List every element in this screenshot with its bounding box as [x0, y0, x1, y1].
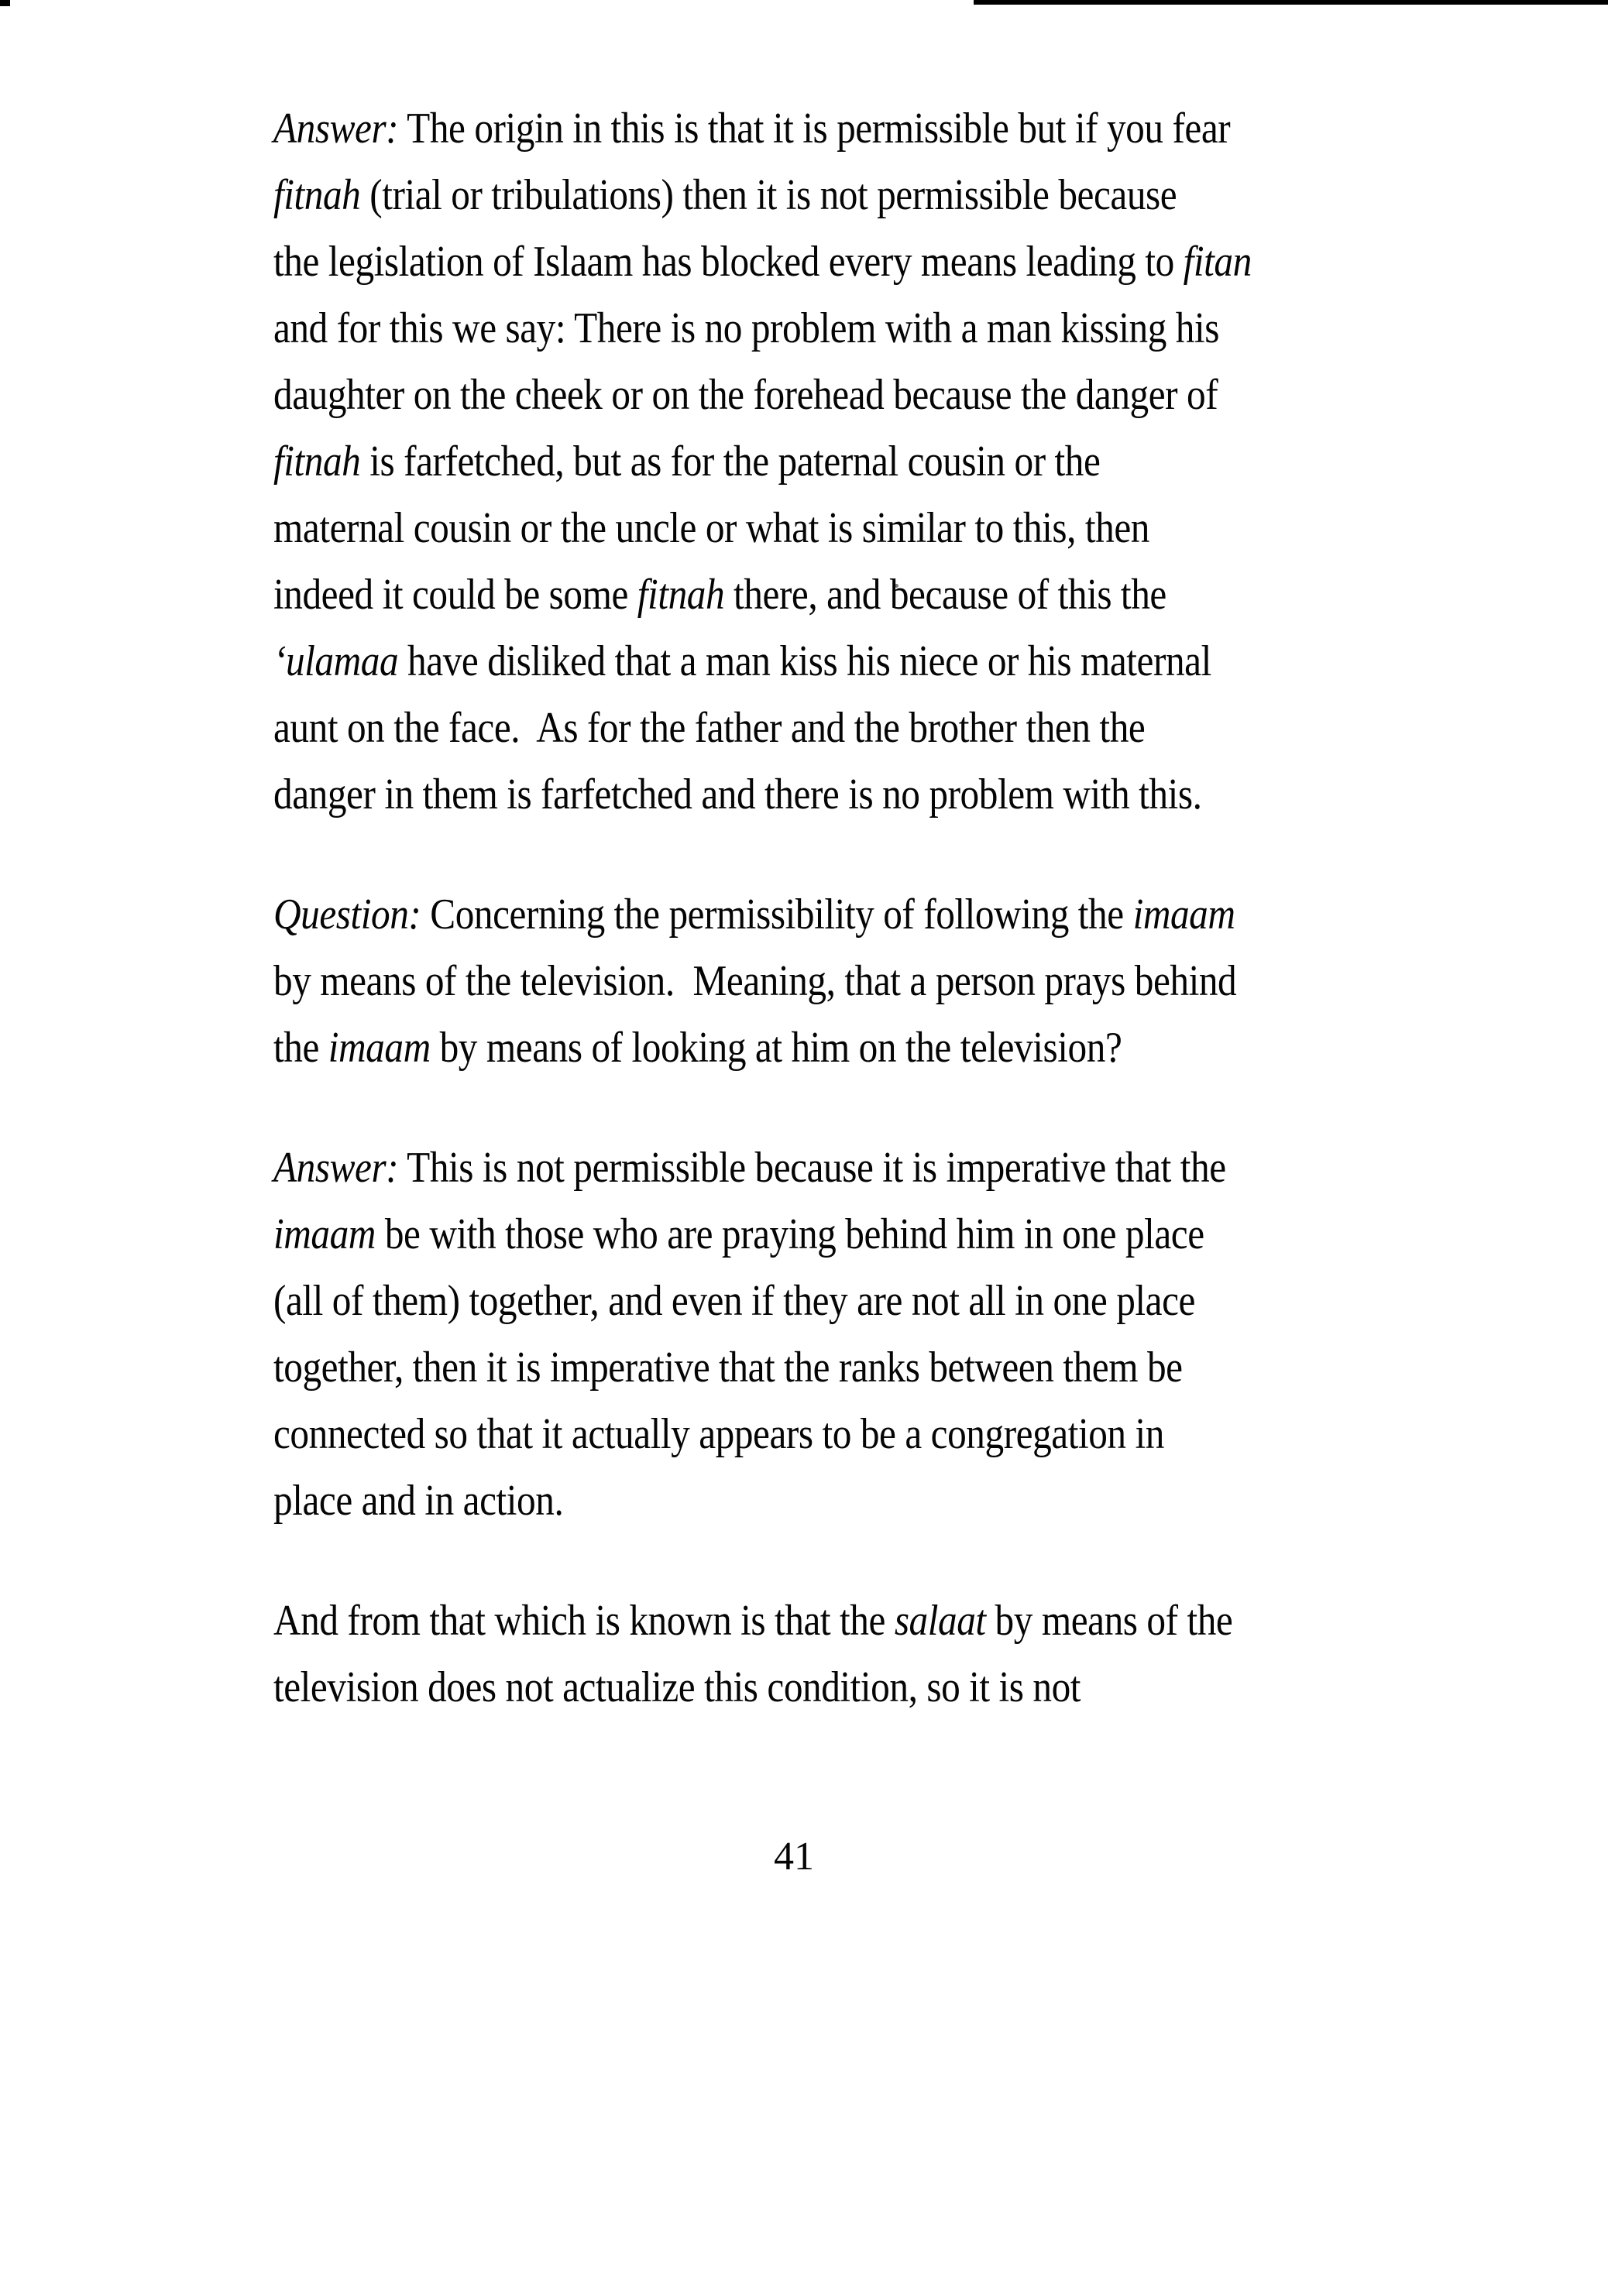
- text-run: connected so that it actually appears to be a congregation in: [273, 1410, 1164, 1458]
- text-run: by means of the: [985, 1597, 1233, 1645]
- question-paragraph: [273, 881, 1252, 1081]
- italic-term: imaam: [1132, 891, 1235, 939]
- text-line: [273, 162, 1252, 228]
- italic-term: fitnah: [273, 171, 361, 219]
- text-run: have disliked that a man kiss his niece or his maternal: [398, 637, 1211, 685]
- italic-term: fitnah: [273, 438, 361, 486]
- italic-term: ‘ulamaa: [273, 637, 399, 685]
- corner-ink-mark: [0, 0, 10, 6]
- page-number: 41: [774, 1834, 814, 1879]
- text-run: danger in them is farfetched and there is no problem with this.: [273, 770, 1202, 819]
- text-line: [273, 362, 1252, 428]
- answer-label: Answer:: [273, 1144, 399, 1192]
- italic-term: fitan: [1183, 238, 1252, 286]
- text-run: is farfetched, but as for the paternal cousin or the: [360, 438, 1101, 486]
- text-run: by means of looking at him on the television?: [430, 1024, 1122, 1072]
- italic-term: salaat: [894, 1597, 986, 1645]
- answer-label: Answer:: [273, 105, 399, 153]
- text-run: the: [273, 1024, 328, 1072]
- text-run: the legislation of Islaam has blocked every means leading to: [273, 238, 1184, 286]
- text-run: there, and because of this the: [724, 571, 1166, 619]
- text-line: [273, 628, 1252, 695]
- text-line: [273, 1467, 1252, 1534]
- text-run: And from that which is known is that the: [273, 1597, 895, 1645]
- answer-paragraph-2: [273, 1134, 1252, 1534]
- text-line: [273, 1134, 1252, 1201]
- text-run: aunt on the face. As for the father and the brother then the: [273, 704, 1146, 752]
- italic-term: imaam: [273, 1210, 376, 1258]
- text-run: (trial or tribulations) then it is not permissible because: [360, 171, 1177, 219]
- question-label: Question:: [273, 891, 421, 939]
- text-line: [273, 228, 1252, 295]
- text-run: maternal cousin or the uncle or what is similar to this, then: [273, 504, 1149, 552]
- text-run: The origin in this is that it is permissible but if you fear: [398, 105, 1231, 153]
- text-line: [273, 295, 1252, 362]
- text-line: [273, 1587, 1252, 1654]
- text-run: by means of the television. Meaning, that a person prays behind: [273, 957, 1237, 1005]
- text-run: Concerning the permissibility of following the: [421, 891, 1133, 939]
- text-run: place and in action.: [273, 1477, 564, 1525]
- text-run: and for this we say: There is no problem with a man kissing his: [273, 304, 1219, 352]
- answer-paragraph-1: [273, 95, 1252, 828]
- text-run: daughter on the cheek or on the forehead because the danger of: [273, 371, 1218, 419]
- text-line: [273, 1201, 1252, 1268]
- text-line: [273, 1334, 1252, 1401]
- text-line: [273, 1014, 1252, 1081]
- text-line: [273, 428, 1252, 495]
- text-line: [273, 95, 1252, 162]
- text-run: This is not permissible because it is imperative that the: [398, 1144, 1226, 1192]
- text-line: [273, 561, 1252, 628]
- text-line: [273, 1268, 1252, 1334]
- text-line: [273, 761, 1252, 828]
- top-right-rule: [974, 0, 1608, 5]
- closing-paragraph: [273, 1587, 1252, 1721]
- text-line: [273, 1401, 1252, 1467]
- text-run: (all of them) together, and even if they are not all in one place: [273, 1277, 1195, 1325]
- italic-term: imaam: [328, 1024, 431, 1072]
- italic-term: fitnah: [637, 571, 725, 619]
- text-line: [273, 948, 1252, 1014]
- text-run: television does not actualize this condition, so it is not: [273, 1663, 1081, 1711]
- body-text: [273, 95, 1252, 1721]
- text-run: together, then it is imperative that the ranks between them be: [273, 1344, 1183, 1392]
- text-run: indeed it could be some: [273, 571, 637, 619]
- text-line: [273, 495, 1252, 561]
- text-run: be with those who are praying behind him in one place: [375, 1210, 1204, 1258]
- text-line: [273, 881, 1252, 948]
- text-line: [273, 695, 1252, 761]
- text-line: [273, 1654, 1252, 1721]
